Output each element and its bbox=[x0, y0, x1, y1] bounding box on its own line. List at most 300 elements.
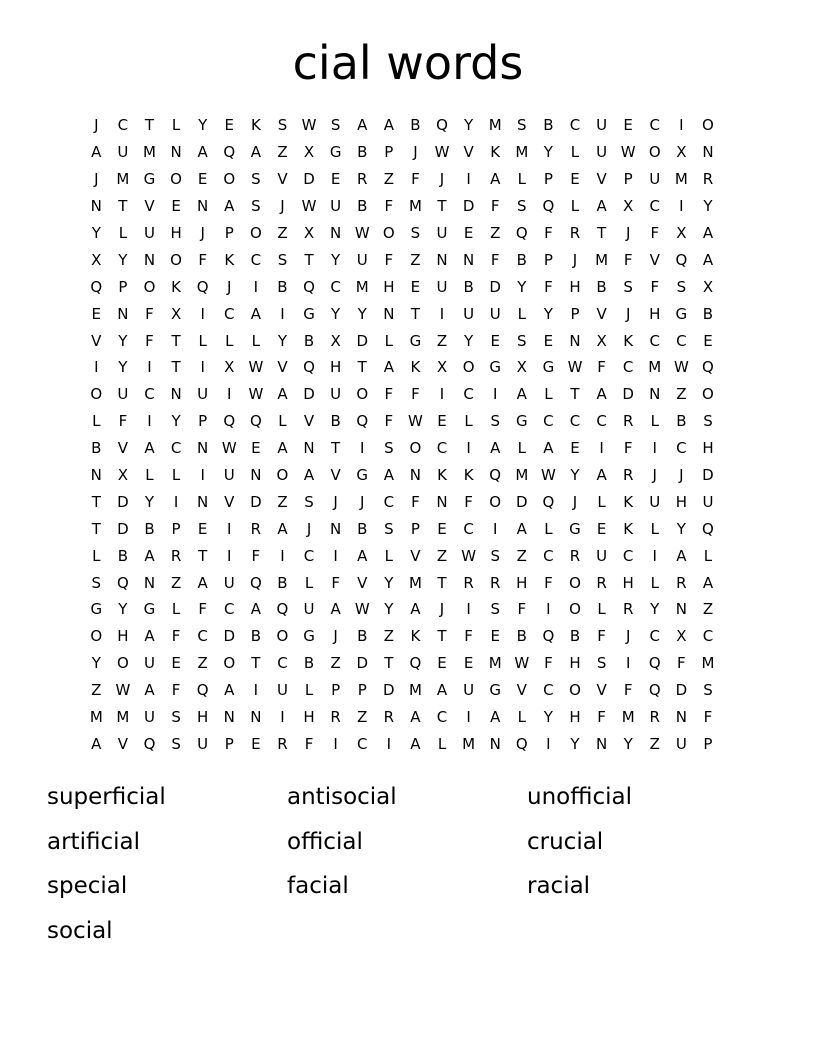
grid-row bbox=[83, 112, 735, 139]
grid-letter: B bbox=[516, 250, 527, 269]
grid-letter: Z bbox=[330, 654, 341, 673]
grid-letter: Q bbox=[356, 412, 369, 431]
grid-row bbox=[83, 623, 735, 650]
grid-letter: V bbox=[410, 546, 421, 565]
grid-letter: V bbox=[144, 197, 155, 216]
grid-letter: C bbox=[622, 546, 634, 565]
grid-row bbox=[83, 381, 735, 408]
grid-letter: M bbox=[116, 708, 130, 727]
grid-letter: C bbox=[383, 492, 395, 511]
grid-letter: E bbox=[437, 412, 447, 431]
grid-letter: Q bbox=[409, 654, 422, 673]
grid-letter: P bbox=[384, 143, 394, 162]
grid-letter: L bbox=[171, 116, 181, 135]
grid-letter: E bbox=[91, 304, 102, 323]
grid-letter: D bbox=[303, 170, 315, 189]
grid-letter: O bbox=[569, 573, 581, 592]
grid-letter: E bbox=[463, 654, 474, 673]
grid-letter: I bbox=[253, 277, 259, 296]
grid-letter: N bbox=[223, 708, 235, 727]
grid-letter: Z bbox=[91, 681, 102, 700]
grid-letter: F bbox=[384, 250, 394, 269]
grid-letter: A bbox=[357, 546, 368, 565]
grid-letter: L bbox=[650, 573, 659, 592]
grid-letter: J bbox=[625, 627, 631, 646]
grid-letter: O bbox=[170, 250, 182, 269]
grid-letter: I bbox=[599, 439, 604, 458]
grid-letter: L bbox=[92, 412, 101, 431]
grid-letter: K bbox=[623, 519, 634, 538]
grid-letter: D bbox=[462, 197, 475, 216]
grid-letter: B bbox=[516, 627, 527, 646]
grid-letter: J bbox=[333, 627, 338, 646]
grid-letter: D bbox=[356, 654, 369, 673]
grid-letter: Z bbox=[277, 143, 288, 162]
grid-letter: Z bbox=[170, 573, 182, 592]
grid-letter: M bbox=[488, 116, 502, 135]
grid-letter: F bbox=[411, 170, 420, 189]
grid-letter: A bbox=[144, 681, 155, 700]
grid-letter: W bbox=[115, 681, 131, 700]
grid-letter: T bbox=[171, 331, 181, 350]
grid-letter: N bbox=[303, 439, 315, 458]
grid-letter: Q bbox=[515, 734, 528, 753]
word-list-item: racial bbox=[527, 873, 591, 899]
grid-letter: Q bbox=[303, 277, 315, 296]
grid-letter: X bbox=[330, 331, 341, 350]
grid-letter: C bbox=[543, 681, 554, 700]
grid-letter: L bbox=[517, 439, 526, 458]
grid-letter: Y bbox=[703, 197, 713, 216]
grid-letter: E bbox=[330, 170, 341, 189]
grid-letter: A bbox=[144, 627, 155, 646]
grid-letter: Q bbox=[223, 143, 236, 162]
grid-letter: R bbox=[569, 546, 581, 565]
grid-letter: Q bbox=[90, 277, 103, 296]
grid-letter: J bbox=[306, 519, 312, 538]
grid-letter: E bbox=[623, 116, 633, 135]
grid-letter: A bbox=[410, 600, 421, 619]
grid-letter: L bbox=[278, 412, 287, 431]
grid-letter: H bbox=[649, 304, 661, 323]
grid-letter: L bbox=[384, 331, 393, 350]
grid-letter: C bbox=[144, 385, 155, 404]
grid-letter: Y bbox=[331, 304, 341, 323]
grid-letter: D bbox=[117, 492, 129, 511]
grid-letter: H bbox=[197, 708, 209, 727]
grid-letter: C bbox=[676, 331, 687, 350]
grid-letter: A bbox=[224, 681, 235, 700]
grid-letter: G bbox=[515, 412, 528, 431]
grid-letter: E bbox=[490, 627, 500, 646]
grid-letter: M bbox=[408, 681, 422, 700]
grid-letter: C bbox=[330, 277, 341, 296]
grid-letter: F bbox=[597, 358, 606, 377]
grid-letter: U bbox=[436, 224, 448, 242]
grid-letter: B bbox=[303, 331, 315, 350]
grid-letter: C bbox=[649, 116, 660, 135]
grid-letter: A bbox=[91, 143, 102, 162]
grid-letter: Y bbox=[543, 708, 553, 727]
grid-letter: F bbox=[198, 600, 207, 619]
grid-letter: T bbox=[144, 116, 155, 135]
grid-letter: Y bbox=[384, 573, 394, 592]
grid-letter: V bbox=[277, 358, 288, 377]
grid-letter: Z bbox=[436, 331, 448, 350]
grid-letter: F bbox=[171, 681, 181, 700]
grid-letter: A bbox=[277, 385, 288, 404]
grid-letter: Q bbox=[648, 681, 661, 700]
word-list-item: unofficial bbox=[527, 784, 632, 810]
grid-letter: O bbox=[249, 224, 262, 242]
grid-letter: N bbox=[170, 385, 182, 404]
grid-letter: N bbox=[436, 492, 448, 511]
grid-letter: R bbox=[463, 573, 474, 592]
grid-letter: I bbox=[227, 546, 232, 565]
grid-letter: U bbox=[303, 600, 315, 619]
grid-letter: E bbox=[224, 116, 234, 135]
grid-letter: B bbox=[569, 627, 581, 646]
grid-letter: A bbox=[702, 224, 714, 242]
grid-letter: Q bbox=[196, 681, 209, 700]
grid-letter: I bbox=[466, 708, 471, 727]
grid-letter: I bbox=[360, 439, 365, 458]
grid-letter: C bbox=[303, 546, 315, 565]
grid-letter: S bbox=[251, 197, 261, 216]
grid-row bbox=[83, 677, 735, 704]
grid-letter: D bbox=[303, 385, 315, 404]
grid-letter: G bbox=[542, 358, 555, 377]
grid-letter: N bbox=[569, 331, 581, 350]
grid-letter: F bbox=[145, 331, 154, 350]
grid-row bbox=[83, 166, 735, 193]
grid-letter: U bbox=[276, 681, 288, 700]
grid-letter: T bbox=[91, 519, 101, 538]
grid-letter: I bbox=[546, 734, 551, 753]
grid-letter: X bbox=[91, 250, 102, 269]
grid-letter: A bbox=[676, 546, 687, 565]
grid-letter: E bbox=[437, 519, 447, 538]
grid-letter: U bbox=[649, 170, 661, 189]
grid-letter: X bbox=[303, 224, 315, 242]
grid-letter: W bbox=[434, 143, 450, 162]
grid-letter: L bbox=[171, 466, 181, 485]
grid-letter: L bbox=[597, 600, 606, 619]
grid-letter: W bbox=[248, 385, 264, 404]
grid-letter: X bbox=[436, 358, 448, 377]
grid-letter: Q bbox=[489, 466, 502, 485]
grid-letter: T bbox=[596, 224, 607, 242]
grid-letter: X bbox=[596, 331, 607, 350]
grid-letter: G bbox=[303, 627, 315, 646]
grid-letter: X bbox=[170, 304, 182, 323]
grid-letter: B bbox=[676, 412, 687, 431]
grid-letter: Y bbox=[623, 734, 633, 753]
grid-letter: E bbox=[171, 197, 181, 216]
grid-letter: F bbox=[544, 224, 553, 242]
grid-letter: D bbox=[117, 519, 129, 538]
grid-letter: G bbox=[569, 519, 581, 538]
grid-row bbox=[83, 435, 735, 462]
grid-letter: E bbox=[251, 439, 261, 458]
grid-letter: I bbox=[386, 734, 392, 753]
grid-letter: V bbox=[117, 439, 129, 458]
grid-letter: I bbox=[652, 439, 657, 458]
grid-letter: R bbox=[330, 708, 341, 727]
grid-letter: U bbox=[463, 304, 475, 323]
grid-letter: N bbox=[462, 250, 475, 269]
grid-letter: Q bbox=[223, 412, 236, 431]
grid-letter: T bbox=[331, 439, 341, 458]
grid-letter: W bbox=[673, 358, 689, 377]
grid-letter: G bbox=[489, 681, 502, 700]
grid-letter: F bbox=[677, 654, 686, 673]
grid-letter: V bbox=[117, 734, 129, 753]
grid-letter: B bbox=[144, 519, 155, 538]
grid-letter: L bbox=[570, 197, 580, 216]
grid-letter: A bbox=[383, 116, 394, 135]
grid-letter: J bbox=[227, 277, 232, 296]
grid-letter: M bbox=[89, 708, 103, 727]
grid-letter: N bbox=[197, 492, 209, 511]
grid-letter: S bbox=[251, 170, 261, 189]
word-list-item: crucial bbox=[527, 828, 604, 855]
grid-letter: I bbox=[466, 439, 471, 458]
grid-letter: F bbox=[597, 708, 606, 727]
grid-letter: U bbox=[649, 492, 661, 511]
grid-letter: B bbox=[357, 627, 368, 646]
grid-letter: O bbox=[143, 277, 156, 296]
grid-letter: B bbox=[702, 304, 714, 323]
grid-letter: O bbox=[90, 385, 103, 404]
grid-letter: R bbox=[702, 170, 714, 189]
grid-letter: F bbox=[198, 250, 207, 269]
grid-letter: J bbox=[94, 170, 99, 189]
grid-letter: M bbox=[674, 170, 688, 189]
grid-letter: Q bbox=[249, 573, 262, 592]
grid-letter: E bbox=[197, 519, 208, 538]
grid-letter: Y bbox=[331, 250, 341, 269]
grid-letter: O bbox=[489, 492, 502, 511]
grid-letter: F bbox=[623, 439, 633, 458]
grid-letter: G bbox=[675, 304, 688, 323]
grid-letter: Q bbox=[436, 116, 448, 135]
grid-letter: M bbox=[701, 654, 715, 673]
grid-letter: R bbox=[596, 573, 607, 592]
grid-letter: U bbox=[463, 681, 475, 700]
grid-letter: D bbox=[675, 681, 688, 700]
grid-letter: A bbox=[490, 439, 501, 458]
grid-letter: S bbox=[91, 573, 102, 592]
grid-letter: Q bbox=[276, 600, 289, 619]
grid-letter: F bbox=[544, 573, 553, 592]
grid-letter: C bbox=[250, 250, 262, 269]
grid-letter: W bbox=[540, 466, 556, 485]
grid-letter: I bbox=[439, 304, 445, 323]
grid-letter: S bbox=[623, 277, 633, 296]
grid-letter: H bbox=[170, 224, 182, 242]
grid-letter: Q bbox=[702, 358, 714, 377]
grid-letter: H bbox=[569, 708, 581, 727]
grid-letter: R bbox=[622, 600, 634, 619]
grid-letter: Q bbox=[196, 277, 209, 296]
grid-row bbox=[83, 354, 735, 381]
grid-letter: Y bbox=[198, 116, 208, 135]
grid-letter: P bbox=[543, 170, 553, 189]
grid-letter: W bbox=[301, 197, 317, 216]
grid-letter: S bbox=[676, 277, 687, 296]
grid-letter: F bbox=[384, 385, 394, 404]
grid-letter: E bbox=[570, 170, 580, 189]
grid-letter: L bbox=[464, 412, 473, 431]
grid-row bbox=[83, 246, 735, 273]
grid-letter: O bbox=[116, 654, 129, 673]
grid-letter: I bbox=[492, 385, 498, 404]
grid-letter: L bbox=[544, 519, 553, 538]
grid-letter: A bbox=[357, 116, 368, 135]
grid-row bbox=[83, 220, 735, 247]
grid-letter: O bbox=[276, 466, 289, 485]
grid-letter: K bbox=[224, 250, 235, 269]
grid-letter: B bbox=[410, 116, 421, 135]
grid-letter: Q bbox=[542, 627, 555, 646]
grid-letter: N bbox=[143, 250, 156, 269]
word-list-item: antisocial bbox=[287, 784, 397, 810]
grid-letter: F bbox=[650, 224, 660, 242]
grid-letter: G bbox=[329, 143, 342, 162]
grid-letter: R bbox=[676, 573, 687, 592]
grid-letter: I bbox=[200, 358, 205, 377]
grid-letter: Z bbox=[516, 546, 527, 565]
grid-letter: S bbox=[490, 546, 500, 565]
grid-letter: N bbox=[197, 197, 209, 216]
grid-letter: O bbox=[223, 654, 236, 673]
grid-letter: L bbox=[251, 331, 261, 350]
grid-letter: N bbox=[330, 519, 342, 538]
grid-letter: A bbox=[303, 466, 315, 485]
grid-letter: T bbox=[570, 385, 580, 404]
grid-letter: J bbox=[439, 170, 445, 189]
grid-letter: N bbox=[409, 466, 422, 485]
grid-letter: D bbox=[250, 492, 262, 511]
grid-letter: B bbox=[303, 654, 315, 673]
grid-letter: E bbox=[463, 224, 474, 242]
grid-letter: V bbox=[649, 250, 660, 269]
grid-letter: G bbox=[143, 170, 156, 189]
grid-letter: J bbox=[439, 600, 445, 619]
grid-letter: L bbox=[92, 546, 101, 565]
grid-letter: Y bbox=[91, 654, 101, 673]
grid-letter: F bbox=[411, 492, 420, 511]
grid-letter: Y bbox=[118, 358, 128, 377]
grid-letter: A bbox=[410, 734, 421, 753]
grid-letter: E bbox=[543, 331, 554, 350]
grid-letter: A bbox=[516, 519, 527, 538]
grid-letter: L bbox=[225, 331, 234, 350]
grid-letter: F bbox=[597, 627, 606, 646]
grid-letter: A bbox=[702, 573, 714, 592]
grid-letter: F bbox=[464, 627, 473, 646]
grid-letter: N bbox=[250, 466, 262, 485]
grid-letter: C bbox=[224, 304, 235, 323]
grid-letter: L bbox=[304, 681, 314, 700]
grid-letter: C bbox=[436, 708, 448, 727]
grid-letter: W bbox=[248, 358, 264, 377]
grid-letter: L bbox=[517, 304, 526, 323]
grid-letter: S bbox=[490, 600, 500, 619]
grid-letter: X bbox=[676, 224, 687, 242]
grid-letter: Z bbox=[649, 734, 660, 753]
grid-row bbox=[83, 730, 735, 757]
grid-letter: I bbox=[333, 546, 338, 565]
grid-letter: J bbox=[625, 224, 631, 242]
grid-letter: C bbox=[649, 627, 660, 646]
grid-letter: R bbox=[277, 734, 288, 753]
grid-letter: C bbox=[436, 439, 448, 458]
grid-letter: J bbox=[652, 466, 657, 485]
grid-letter: O bbox=[462, 358, 475, 377]
grid-letter: F bbox=[145, 304, 154, 323]
grid-row bbox=[83, 542, 735, 569]
grid-letter: U bbox=[143, 708, 155, 727]
grid-letter: Y bbox=[676, 519, 686, 538]
grid-letter: S bbox=[410, 224, 421, 242]
grid-letter: V bbox=[91, 331, 102, 350]
grid-letter: E bbox=[570, 439, 580, 458]
grid-letter: C bbox=[197, 627, 208, 646]
grid-letter: A bbox=[330, 600, 341, 619]
grid-letter: Y bbox=[570, 466, 580, 485]
grid-letter: S bbox=[517, 197, 527, 216]
grid-letter: Y bbox=[517, 277, 527, 296]
grid-letter: Q bbox=[675, 250, 688, 269]
grid-letter: M bbox=[355, 277, 369, 296]
grid-letter: R bbox=[383, 708, 395, 727]
grid-letter: N bbox=[595, 734, 608, 753]
grid-letter: F bbox=[517, 600, 527, 619]
grid-letter: N bbox=[90, 197, 102, 216]
grid-letter: O bbox=[569, 600, 581, 619]
grid-letter: P bbox=[118, 277, 128, 296]
grid-letter: X bbox=[676, 143, 687, 162]
grid-letter: Q bbox=[515, 224, 528, 242]
grid-row bbox=[83, 569, 735, 596]
grid-letter: B bbox=[463, 277, 474, 296]
grid-letter: A bbox=[250, 600, 261, 619]
grid-letter: V bbox=[596, 304, 607, 323]
grid-letter: U bbox=[675, 734, 687, 753]
grid-letter: E bbox=[410, 277, 421, 296]
grid-letter: J bbox=[572, 250, 578, 269]
grid-letter: N bbox=[675, 600, 687, 619]
grid-letter: V bbox=[596, 681, 607, 700]
grid-letter: Z bbox=[277, 492, 288, 511]
grid-letter: I bbox=[173, 492, 179, 511]
grid-letter: J bbox=[333, 492, 338, 511]
grid-letter: R bbox=[250, 519, 262, 538]
grid-letter: U bbox=[596, 546, 608, 565]
grid-letter: S bbox=[384, 439, 394, 458]
grid-letter: Q bbox=[116, 573, 129, 592]
grid-letter: W bbox=[461, 546, 477, 565]
grid-letter: S bbox=[304, 492, 314, 511]
grid-letter: E bbox=[437, 654, 447, 673]
grid-letter: I bbox=[466, 600, 471, 619]
grid-letter: C bbox=[463, 385, 474, 404]
grid-letter: H bbox=[675, 492, 687, 511]
grid-letter: W bbox=[221, 439, 237, 458]
grid-letter: A bbox=[277, 519, 288, 538]
